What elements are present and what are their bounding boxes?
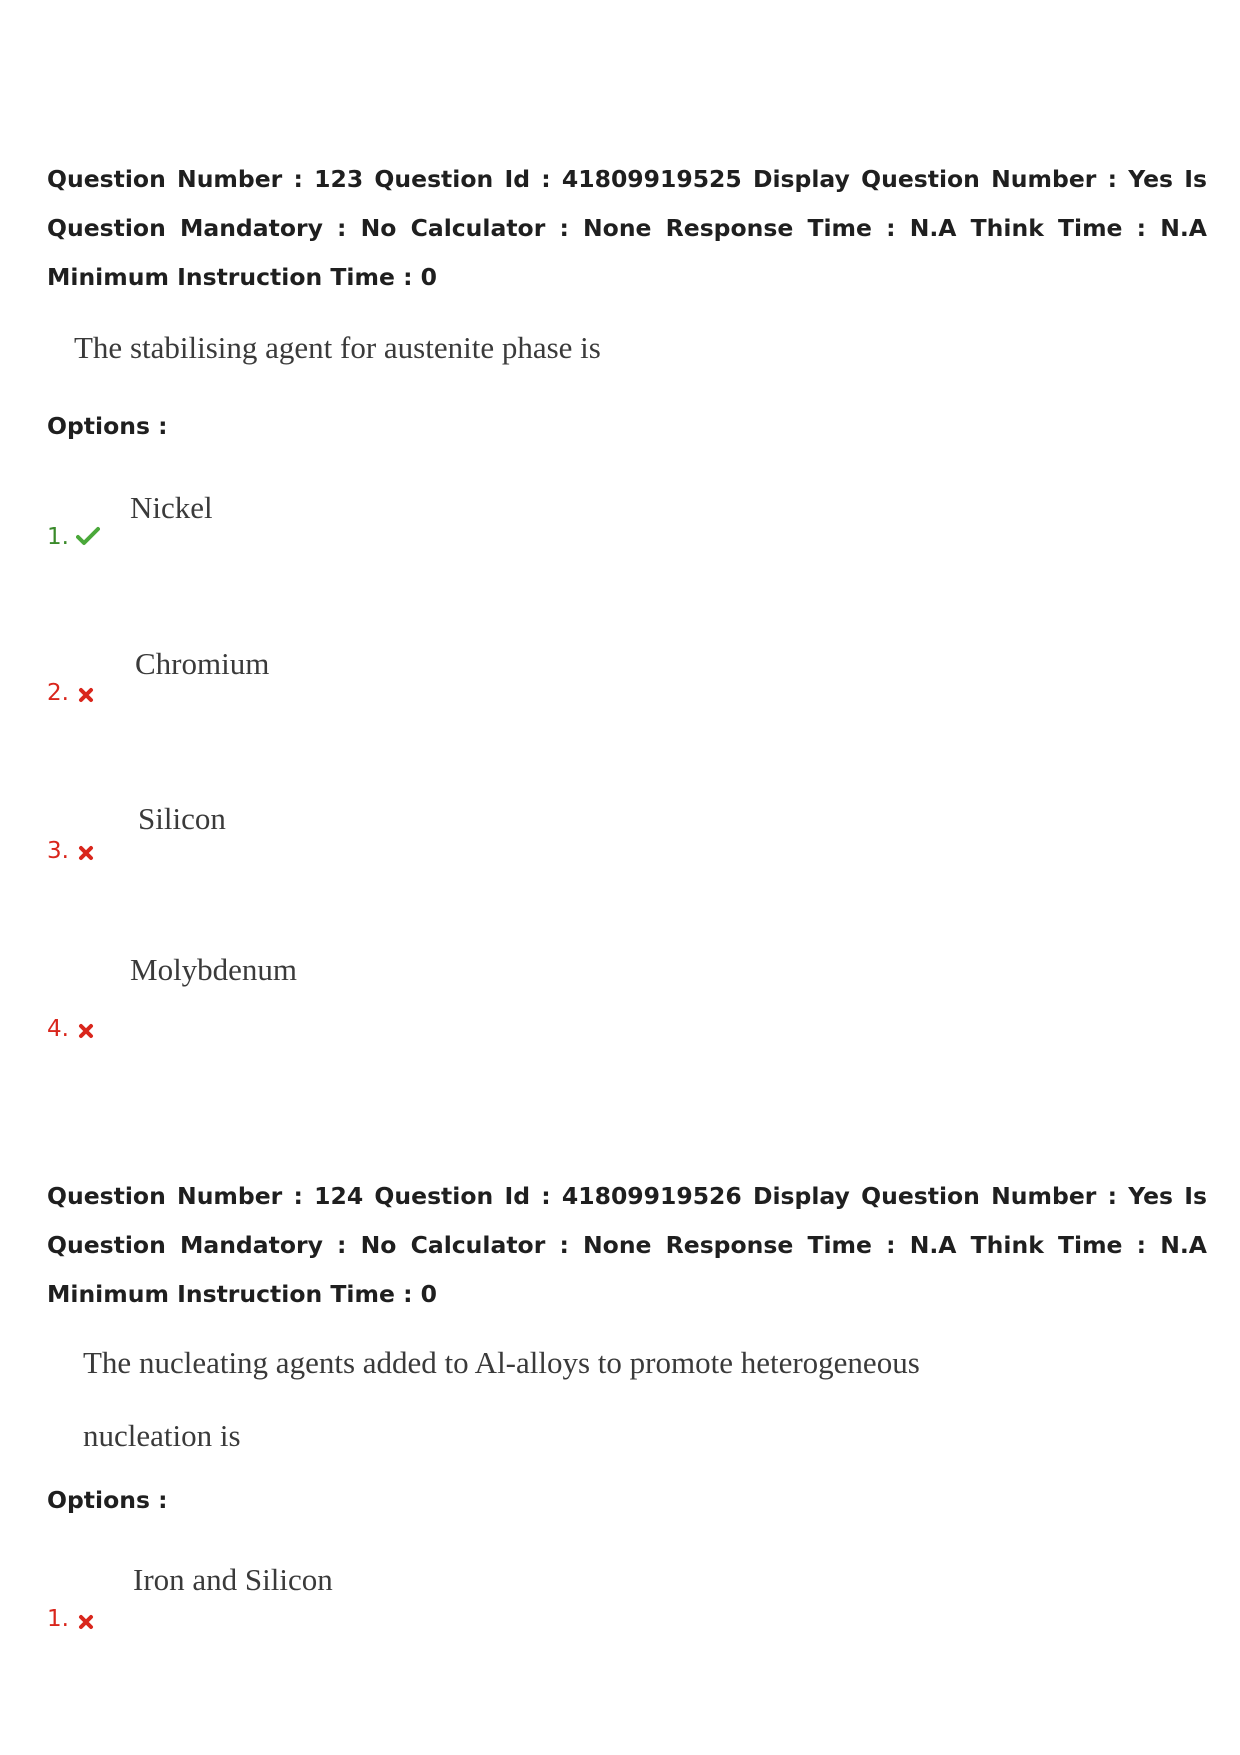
- question-123-meta: Question Number : 123 Question Id : 41809919525 Display Question Number : Yes Is Question Mandatory : No Calculator : None Response Time : N.A Think Time : N.A Minimum Instruction Time : 0: [47, 165, 1207, 291]
- question-124-option-1-text: Iron and Silicon: [133, 1562, 333, 1597]
- question-123-text: The stabilising agent for austenite phase is: [74, 330, 601, 365]
- question-123-options-heading: Options :: [47, 412, 168, 440]
- question-123-option-2-number: 2.: [47, 680, 69, 706]
- question-123-option-3-text: Silicon: [138, 801, 226, 836]
- question-124-text-line-2: nucleation is: [83, 1418, 241, 1453]
- cross-mark-icon: [78, 687, 94, 703]
- cross-mark-icon: [78, 845, 94, 861]
- question-124-option-1-number: 1.: [47, 1606, 69, 1632]
- question-123-option-1-text: Nickel: [130, 490, 213, 525]
- check-mark-icon: [76, 526, 100, 546]
- cross-mark-icon: [78, 1023, 94, 1039]
- question-123-option-2-text: Chromium: [135, 646, 270, 681]
- question-123-option-3-number: 3.: [47, 838, 69, 864]
- question-123-option-1-number: 1.: [47, 524, 69, 550]
- question-124-meta: Question Number : 124 Question Id : 41809919526 Display Question Number : Yes Is Question Mandatory : No Calculator : None Response Time : N.A Think Time : N.A Minimum Instruction Time : 0: [47, 1182, 1207, 1308]
- question-124-options-heading: Options :: [47, 1486, 168, 1514]
- question-123-option-4-number: 4.: [47, 1016, 69, 1042]
- cross-mark-icon: [78, 1614, 94, 1630]
- question-123-option-4-text: Molybdenum: [130, 952, 298, 987]
- question-124-text-line-1: The nucleating agents added to Al-alloys to promote heterogeneous: [83, 1345, 920, 1380]
